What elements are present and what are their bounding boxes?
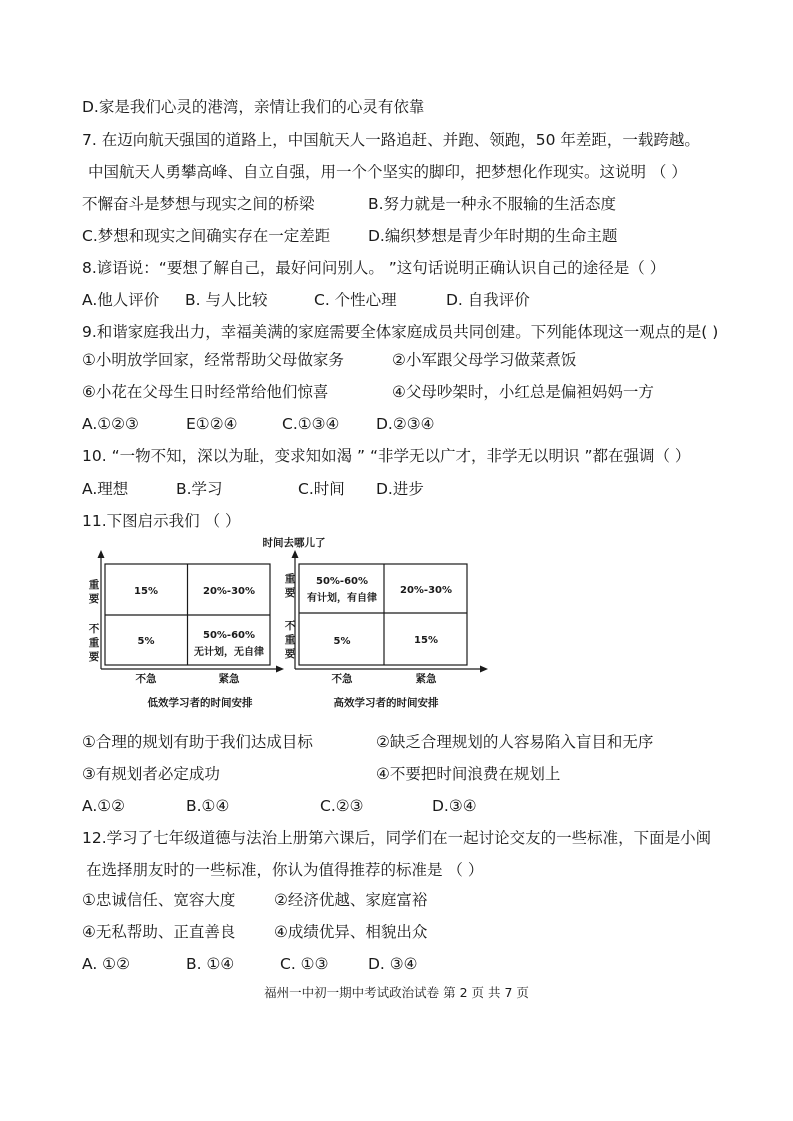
q9-item-2: ②小军跟父母学习做菜煮饭: [392, 351, 577, 369]
q12-item-4: ④成绩优异、相貌出众: [274, 923, 428, 941]
q7-stem-line1: 7. 在迈向航天强国的道路上，中国航天人一路追赶、并跑、领跑，50 年差距，一载跨越。: [82, 131, 700, 149]
panel1-cell-important-urgent: 20%-30%: [202, 586, 256, 597]
panel1-label-important-2: 要: [88, 593, 100, 605]
q12-stem-line1: 12.学习了七年级道德与法治上册第六课后，同学们在一起讨论交友的一些标准，下面是小闽: [82, 829, 712, 847]
page-footer: 福州一中初一期中考试政治试卷 第 2 页 共 7 页: [264, 985, 529, 1000]
panel1-cell-not-important-urgent: 50%-60%: [202, 630, 256, 641]
q9-option-b: E①②④: [186, 415, 238, 433]
q8-option-d: D. 自我评价: [446, 291, 530, 309]
q10-option-d: D.进步: [376, 480, 424, 498]
panel2-cell-important-urgent: 20%-30%: [399, 585, 453, 596]
q8-option-b: B. 与人比较: [185, 291, 268, 309]
q11-option-b: B.①④: [186, 797, 230, 815]
q7-option-b: B.努力就是一种永不服输的生活态度: [368, 195, 617, 213]
q10-option-a: A.理想: [82, 480, 129, 498]
q8-stem: 8.谚语说：“要想了解自己，最好问问别人。 ”这句话说明正确认识自己的途径是（ ）: [82, 259, 666, 277]
q11-item-2: ②缺乏合理规划的人容易陷入盲目和无序: [376, 733, 654, 751]
q9-option-a: A.①②③: [82, 415, 139, 433]
time-allocation-chart: [84, 532, 504, 722]
q11-item-3: ③有规划者必定成功: [82, 765, 220, 783]
q10-stem: 10. “一物不知，深以为耻，变求知如渴 ” “非学无以广才，非学无以明识 ”都在强调（ ）: [82, 447, 691, 465]
panel2-label-not-important-2: 重: [284, 634, 296, 646]
panel2-caption: 高效学习者的时间安排: [333, 697, 439, 709]
panel1-label-important-1: 重: [88, 579, 100, 591]
q12-option-c: C. ①③: [280, 955, 329, 973]
q10-option-b: B.学习: [176, 480, 223, 498]
panel1-cell-not-important-urgent-note: 无计划，无自律: [194, 647, 264, 658]
q7-option-d: D.编织梦想是青少年时期的生命主题: [368, 227, 618, 245]
panel2-x-arrow: [480, 666, 488, 673]
q8-option-c: C. 个性心理: [314, 291, 397, 309]
panel1-x-arrow: [276, 666, 284, 673]
q11-stem: 11.下图启示我们 （ ）: [82, 512, 241, 530]
q8-option-a: A.他人评价: [82, 291, 160, 309]
q12-stem-line2: 在选择朋友时的一些标准，你认为值得推荐的标准是 （ ）: [86, 861, 484, 879]
panel-low-efficiency: [89, 550, 284, 709]
q9-option-c: C.①③④: [282, 415, 340, 433]
panel1-cell-not-important-not-urgent: 5%: [137, 636, 155, 647]
q7-option-c: C.梦想和现实之间确实存在一定差距: [82, 227, 331, 245]
panel1-label-not-important-1: 不: [88, 623, 100, 635]
q7-option-a: 不懈奋斗是梦想与现实之间的桥梁: [82, 195, 315, 213]
q9-item-4: ④父母吵架时，小红总是偏袒妈妈一方: [392, 383, 654, 401]
q9-item-1: ①小明放学回家，经常帮助父母做家务: [82, 351, 344, 369]
panel2-label-not-important-1: 不: [284, 620, 296, 632]
q11-item-1: ①合理的规划有助于我们达成目标: [82, 733, 313, 751]
q11-option-d: D.③④: [432, 797, 477, 815]
panel-high-efficiency: [285, 550, 488, 709]
q6-option-d: D.家是我们心灵的港湾，亲情让我们的心灵有依靠: [82, 98, 425, 116]
q9-option-d: D.②③④: [376, 415, 435, 433]
panel2-label-not-important-3: 要: [284, 648, 296, 660]
q11-option-c: C.②③: [320, 797, 364, 815]
panel2-label-urgent: 紧急: [415, 673, 437, 685]
q11-item-4: ④不要把时间浪费在规划上: [376, 765, 561, 783]
panel1-label-urgent: 紧急: [218, 673, 240, 685]
panel1-y-arrow: [98, 550, 105, 558]
panel2-label-important-1: 重: [284, 573, 296, 585]
panel2-cell-important-not-urgent-note: 有计划，有自律: [307, 593, 377, 604]
q7-stem-line2: 中国航天人勇攀高峰、自立自强，用一个个坚实的脚印，把梦想化作现实。这说明 （ ）: [88, 163, 687, 181]
chart-title: 时间去哪儿了: [262, 537, 326, 549]
panel1-label-not-important-3: 要: [88, 651, 100, 663]
q12-option-a: A. ①②: [82, 955, 130, 973]
panel2-y-arrow: [292, 550, 299, 558]
q12-option-b: B. ①④: [186, 955, 235, 973]
panel2-cell-important-not-urgent: 50%-60%: [315, 576, 369, 587]
panel1-label-not-urgent: 不急: [135, 673, 157, 685]
panel1-label-not-important-2: 重: [88, 637, 100, 649]
q9-stem: 9.和谐家庭我出力，幸福美满的家庭需要全体家庭成员共同创建。下列能体现这一观点的是( ): [82, 323, 719, 341]
q12-item-1: ①忠诚信任、宽容大度: [82, 891, 236, 909]
panel2-cell-not-important-not-urgent: 5%: [333, 636, 351, 647]
q12-option-d: D. ③④: [368, 955, 418, 973]
q12-item-2: ②经济优越、家庭富裕: [274, 891, 428, 909]
panel2-cell-not-important-urgent: 15%: [414, 635, 438, 646]
panel2-label-not-urgent: 不急: [331, 673, 353, 685]
panel1-caption: 低效学习者的时间安排: [147, 697, 253, 709]
panel1-cell-important-not-urgent: 15%: [134, 586, 158, 597]
q11-option-a: A.①②: [82, 797, 126, 815]
q10-option-c: C.时间: [298, 480, 345, 498]
q12-item-3: ④无私帮助、正直善良: [82, 923, 236, 941]
q9-item-3: ⑥小花在父母生日时经常给他们惊喜: [82, 383, 329, 401]
panel2-label-important-2: 要: [284, 587, 296, 599]
